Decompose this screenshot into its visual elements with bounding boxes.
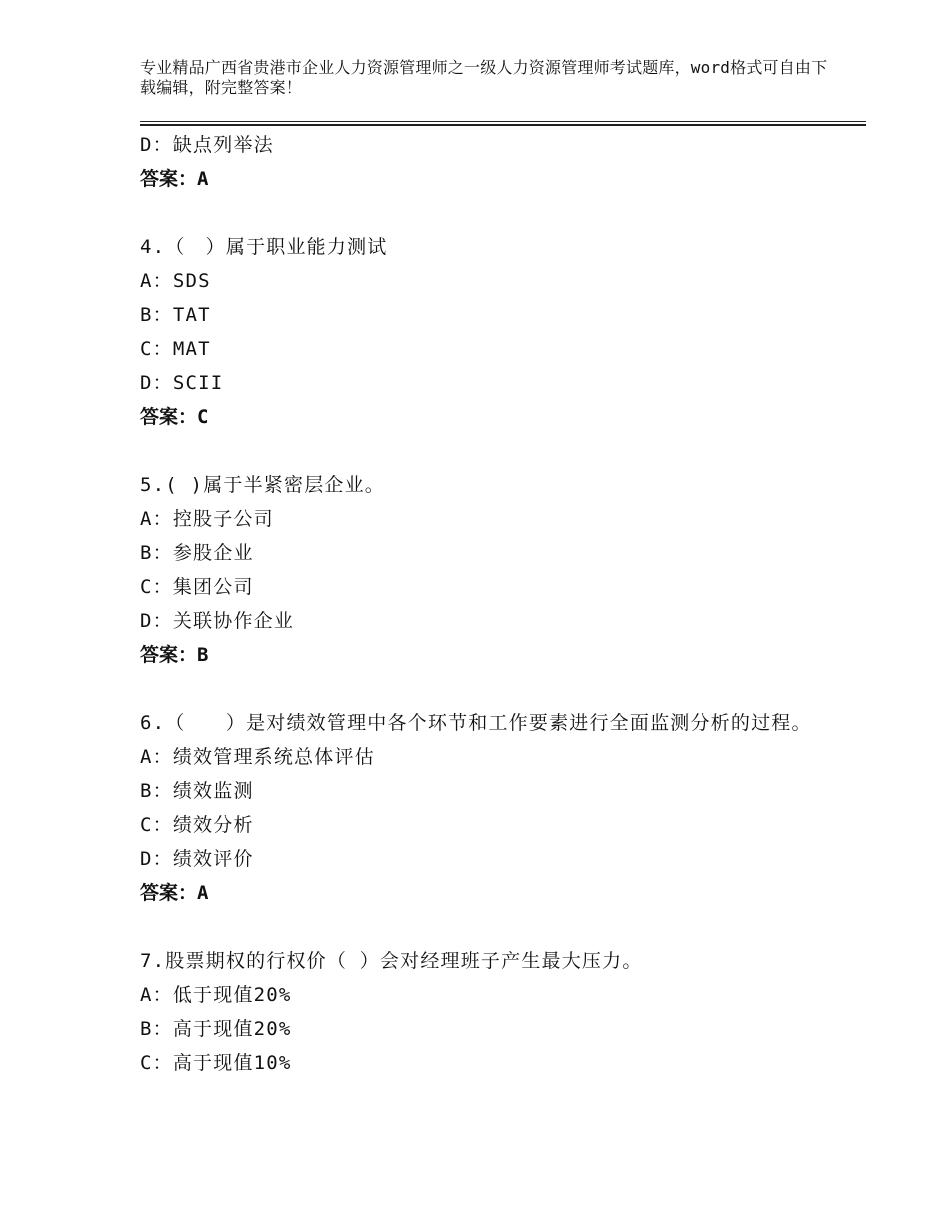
option-d: D：绩效评价	[140, 848, 254, 870]
answer-line	[140, 876, 830, 910]
answer-value: A	[197, 168, 209, 190]
option-d: D：关联协作企业	[140, 610, 295, 632]
option-a: A：SDS	[140, 270, 211, 292]
option-b: B：TAT	[140, 304, 211, 326]
option-a: A：低于现值20%	[140, 984, 292, 1006]
question-title: 4.（ ）属于职业能力测试	[140, 236, 388, 258]
answer-label: 答案：	[140, 644, 198, 666]
option-b: B：高于现值20%	[140, 1018, 292, 1040]
spacer	[140, 910, 830, 944]
answer-line	[140, 638, 830, 672]
answer-label: 答案：	[140, 168, 198, 190]
option-d: D：SCII	[140, 372, 224, 394]
answer-value: B	[197, 644, 209, 666]
question-list	[140, 128, 830, 1080]
option-c: C：集团公司	[140, 576, 254, 598]
answer-label: 答案：	[140, 882, 198, 904]
answer-line	[140, 162, 830, 196]
document-header: 专业精品广西省贵港市企业人力资源管理师之一级人力资源管理师考试题库，word格式可自由下载编辑，附完整答案！	[140, 58, 828, 97]
option-a: A：绩效管理系统总体评估	[140, 746, 375, 768]
spacer	[140, 196, 830, 230]
question-title: 5.( )属于半紧密层企业。	[140, 474, 385, 496]
spacer	[140, 672, 830, 706]
option-b: B：绩效监测	[140, 780, 254, 802]
option-d: D：缺点列举法	[140, 134, 274, 156]
option-b: B：参股企业	[140, 542, 254, 564]
header-rule-thin	[140, 121, 866, 122]
answer-value: C	[197, 406, 209, 428]
option-c: C：绩效分析	[140, 814, 254, 836]
answer-value: A	[197, 882, 209, 904]
question-title: 7.股票期权的行权价（ ）会对经理班子产生最大压力。	[140, 950, 643, 972]
question-title: 6.（ ）是对绩效管理中各个环节和工作要素进行全面监测分析的过程。	[140, 712, 812, 734]
spacer	[140, 434, 830, 468]
answer-line	[140, 400, 830, 434]
header-rule-thick	[140, 124, 866, 126]
answer-label: 答案：	[140, 406, 198, 428]
option-c: C：高于现值10%	[140, 1052, 292, 1074]
option-a: A：控股子公司	[140, 508, 274, 530]
option-c: C：MAT	[140, 338, 211, 360]
